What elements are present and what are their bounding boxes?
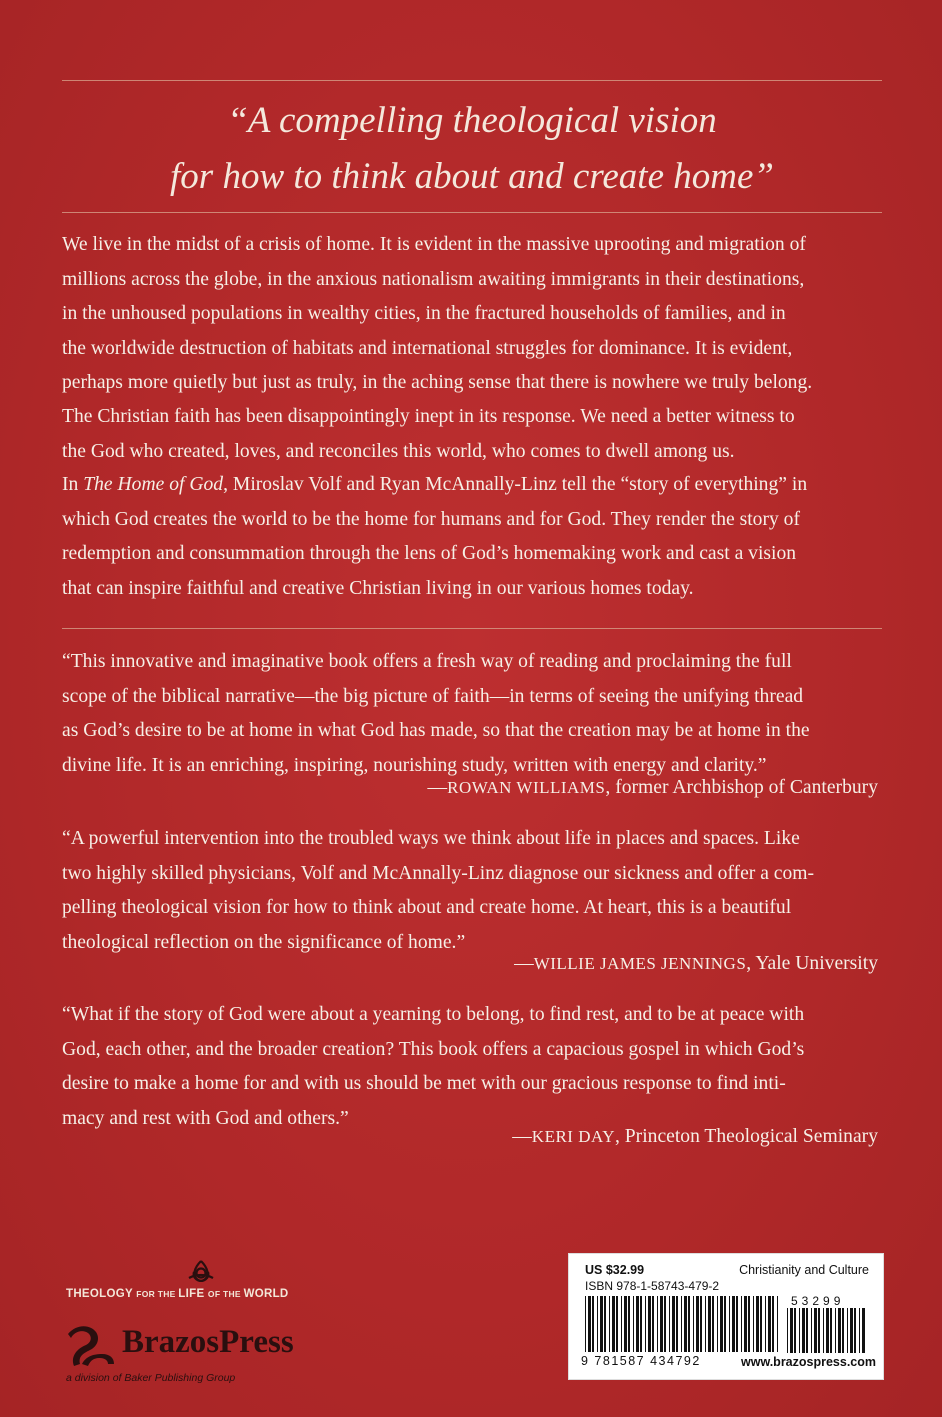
barcode-bar [700, 1296, 702, 1352]
barcode-bar [826, 1308, 829, 1353]
endorsement-line: theological reflection on the significance of home.” [62, 931, 466, 953]
barcode-bar [669, 1296, 670, 1352]
endorser-name: WILLIE JAMES JENNINGS [533, 954, 747, 973]
barcode-bar [794, 1308, 796, 1353]
barcode-bar [664, 1296, 666, 1352]
publisher-subtitle: a division of Baker Publishing Group [66, 1372, 236, 1384]
barcode-bar [842, 1308, 844, 1353]
endorsement-line: divine life. It is an enriching, inspiring, nourishing study, written with energy and clarity.” [62, 754, 767, 776]
endorser-affiliation: , Yale University [746, 953, 878, 974]
barcode-bar [681, 1296, 682, 1352]
barcode-bar [823, 1308, 824, 1353]
barcode-bar [729, 1296, 730, 1352]
endorser-name: ROWAN WILLIAMS [447, 778, 606, 797]
barcode-bar [818, 1308, 820, 1353]
barcode-bar [847, 1308, 848, 1353]
endorser-name: KERI DAY [531, 1127, 615, 1146]
barcode-addon-bars [787, 1308, 867, 1353]
series-logo [66, 1258, 336, 1308]
book-title: The Home of God [83, 474, 224, 495]
barcode-bar [609, 1296, 610, 1352]
barcode-bar [724, 1296, 726, 1352]
pull-quote-line-2: for how to think about and create home” [170, 156, 774, 197]
barcode-bar [616, 1296, 618, 1352]
barcode-bar [657, 1296, 658, 1352]
pull-quote-line-1: “A compelling theological vision [227, 100, 717, 141]
attribution-dash: — [427, 777, 448, 798]
barcode-bar [748, 1296, 750, 1352]
barcode-bar [597, 1296, 598, 1352]
barcode-bar [648, 1296, 651, 1352]
endorsement-line: “This innovative and imaginative book offers a fresh way of reading and proclaiming the full [62, 651, 792, 672]
barcode-bar [652, 1296, 654, 1352]
endorsement-line: “What if the story of God were about a yearning to belong, to find rest, and to be at peace with [62, 1004, 805, 1025]
series-word: THEOLOGY [66, 1288, 137, 1300]
trinity-knot-icon [184, 1258, 218, 1286]
barcode-bar [741, 1296, 742, 1352]
barcode-bar [585, 1296, 586, 1352]
category: Christianity and Culture [739, 1263, 869, 1277]
text-line: The Christian faith has been disappointingly inept in its response. We need a better witness to [62, 406, 795, 427]
text-fragment: In [62, 474, 84, 495]
barcode-bar [862, 1308, 865, 1353]
barcode-bar [676, 1296, 678, 1352]
text-line: the worldwide destruction of habitats and international struggles for dominance. It is evident, [62, 337, 793, 359]
series-word: FOR THE [136, 1289, 179, 1299]
series-word: LIFE [178, 1288, 208, 1300]
description-paragraph-2 [62, 400, 882, 469]
barcode-bar [636, 1296, 639, 1352]
barcode-bar [814, 1308, 817, 1353]
endorsement-line: scope of the biblical narrative—the big picture of faith—in terms of seeing the unifying thread [62, 685, 804, 707]
description-paragraph-1 [62, 228, 882, 401]
endorsement-2 [62, 822, 882, 960]
series-word: WORLD [243, 1288, 289, 1300]
barcode-bar [672, 1296, 675, 1352]
barcode-bar [744, 1296, 747, 1352]
barcode-bar [835, 1308, 836, 1353]
barcode-bar [753, 1296, 754, 1352]
barcode-bar [604, 1296, 606, 1352]
barcode-bar [640, 1296, 642, 1352]
barcode-bar [660, 1296, 663, 1352]
barcode-bar [720, 1296, 723, 1352]
attribution-dash: — [514, 953, 534, 974]
barcode-bar [838, 1308, 841, 1353]
endorsement-line: “A powerful intervention into the troubled ways we think about life in places and spaces. Like [62, 828, 800, 849]
barcode-bar [693, 1296, 694, 1352]
text-line: that can inspire faithful and creative Christian living in our various homes today. [62, 577, 694, 599]
barcode-bars [585, 1296, 781, 1352]
barcode-bar [717, 1296, 718, 1352]
barcode-bar [712, 1296, 714, 1352]
barcode-bar [854, 1308, 856, 1353]
barcode-bar [624, 1296, 627, 1352]
description-paragraph-3 [62, 468, 882, 606]
publisher-url: www.brazospress.com [741, 1355, 876, 1369]
series-word: OF THE [207, 1289, 244, 1299]
barcode-bar [772, 1296, 774, 1352]
endorsement-1 [62, 645, 882, 783]
pull-quote [62, 93, 882, 205]
barcode-label [568, 1253, 884, 1380]
barcode-bar [705, 1296, 706, 1352]
barcode-bar [765, 1296, 766, 1352]
text-line: We live in the midst of a crisis of home. It is evident in the massive uprooting and migration of [62, 234, 806, 255]
barcode-bar [688, 1296, 690, 1352]
barcode-bar [696, 1296, 699, 1352]
barcode-bar [621, 1296, 622, 1352]
barcode-bar [806, 1308, 808, 1353]
barcode-digits: 9 781587 434792 [581, 1354, 701, 1368]
publisher-name: BrazosPress [122, 1324, 294, 1360]
series-name [66, 1288, 336, 1300]
barcode-bar [830, 1308, 832, 1353]
barcode-addon-digits: 53299 [791, 1294, 845, 1308]
barcode-bar [600, 1296, 603, 1352]
brazos-river-icon [64, 1320, 118, 1370]
barcode-bar [628, 1296, 630, 1352]
endorsement-line: as God’s desire to be at home in what God has made, so that the creation may be at home in the [62, 720, 810, 741]
pull-quote-rule [62, 212, 882, 213]
publisher-logo [64, 1320, 344, 1390]
endorsement-3-attribution [512, 1122, 878, 1152]
endorser-affiliation: , Princeton Theological Seminary [614, 1126, 878, 1147]
endorsement-1-attribution [428, 773, 878, 803]
barcode-bar [708, 1296, 711, 1352]
price: US $32.99 [585, 1263, 645, 1277]
barcode-bar [777, 1296, 778, 1352]
barcode-bar [790, 1308, 793, 1353]
attribution-dash: — [512, 1126, 532, 1147]
text-line: redemption and consummation through the lens of God’s homemaking work and cast a vision [62, 543, 797, 564]
text-line: perhaps more quietly but just as truly, in the aching sense that there is nowhere we truly belong. [62, 372, 813, 393]
text-line: the God who created, loves, and reconciles this world, who comes to dwell among us. [62, 440, 735, 462]
endorser-affiliation: , former Archbishop of Canterbury [605, 777, 878, 798]
text-line: which God creates the world to be the home for humans and for God. They render the story of [62, 508, 800, 530]
endorsement-line: desire to make a home for and with us should be met with our gracious response to find inti- [62, 1073, 786, 1094]
barcode-bar [588, 1296, 591, 1352]
barcode-bar [802, 1308, 805, 1353]
barcode-bar [684, 1296, 687, 1352]
text-line: in the unhoused populations in wealthy cities, in the fractured households of families, and in [62, 303, 786, 324]
barcode-bar [736, 1296, 738, 1352]
barcode-bar [768, 1296, 771, 1352]
barcode-bar [799, 1308, 800, 1353]
barcode-bar [645, 1296, 646, 1352]
barcode-bar [859, 1308, 860, 1353]
endorsement-line: macy and rest with God and others.” [62, 1107, 349, 1129]
text-line [62, 468, 882, 503]
endorsement-line: God, each other, and the broader creation? This book offers a capacious gospel in which God’s [62, 1038, 805, 1060]
isbn: ISBN 978-1-58743-479-2 [585, 1279, 720, 1293]
barcode-bar [612, 1296, 615, 1352]
barcode-bar [787, 1308, 788, 1353]
endorsement-line: two highly skilled physicians, Volf and McAnnally-Linz diagnose our sickness and offer a com- [62, 862, 815, 884]
barcode-bar [732, 1296, 735, 1352]
endorsement-3 [62, 998, 882, 1136]
endorsement-2-attribution [514, 949, 878, 979]
barcode-bar [633, 1296, 634, 1352]
text-fragment: , Miroslav Volf and Ryan McAnnally-Linz tell the “story of everything” in [223, 474, 808, 495]
barcode-bar [850, 1308, 853, 1353]
endorsement-line: pelling theological vision for how to think about and create home. At heart, this is a beautiful [62, 897, 792, 918]
barcode-bar [592, 1296, 594, 1352]
text-line: millions across the globe, in the anxious nationalism awaiting immigrants in their destinations, [62, 268, 805, 290]
barcode-bar [760, 1296, 762, 1352]
top-rule [62, 80, 882, 81]
barcode-bar [811, 1308, 812, 1353]
section-rule [62, 628, 882, 629]
barcode-bar [756, 1296, 759, 1352]
